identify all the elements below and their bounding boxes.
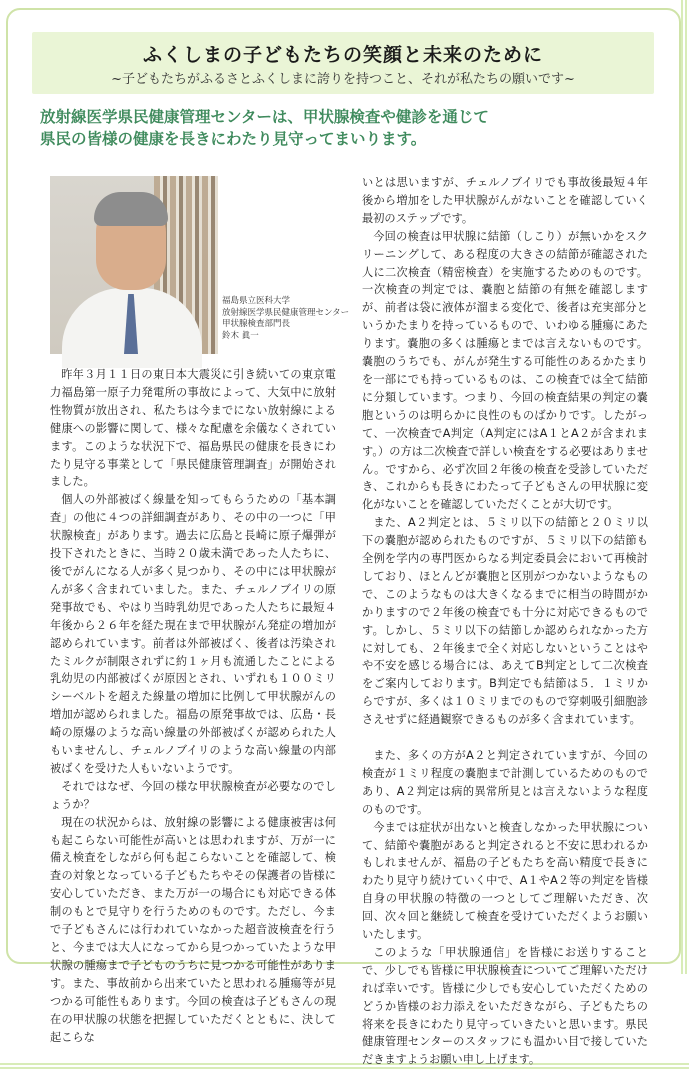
lead-line-2: 県民の皆様の健康を長きにわたり見守ってまいります。 (40, 130, 427, 148)
caption-name: 鈴木 眞一 (222, 330, 259, 341)
paragraph: 個人の外部被ばく線量を知ってもらうための「基本調査」の他に４つの詳細調査があり、その中の一つに「甲状腺検査」があります。過去に広島と長崎に原子爆弾が投下されたときに、当時２０歳未満であった人たちに、後でがんになる人が多く見つかり、その中には甲状腺がんが多く含まれていました。また、チェルノブイリの原発事故でも、やはり当時乳幼児であった人たちに最短４年後から２６年を経た現在まで甲状腺がん発症の増加が認められています。前者は外部被ばく、後者は汚染されたミルクが制限されずに約１ヶ月も流通したことによる乳幼児の内部被ばくが原因とされ、いずれも１００ミリシーベルトを超えた線量の増加に比例して甲状腺がんの増加が認められました。福島の原発事故では、広島・長崎の原爆のような高い線量の外部被ばくが認められた人もいませんし、チェルノブイリのような高い線量の内部被ばくを受けた人もいないようです。 (50, 493, 336, 775)
paragraph: このような「甲状腺通信」を皆様にお送りすることで、少しでも皆様に甲状腺検査についてご理解いただければ幸いです。皆様に少しでも安心していただくためのどうか皆様のお力添えをいただきながら、子どもたちの将来を長きにわたり見守っていきたいと思います。県民健康管理センターのスタッフにも温かい目で接していただきますようお願い申し上げます。 (362, 945, 648, 1067)
hair (94, 192, 168, 226)
paragraph: 今回の検査は甲状腺に結節（しこり）が無いかをスクリーニングして、ある程度の大きさの結節が確認された人に二次検査（精密検査）を実施するためのものです。一次検査の判定では、嚢胞と結節の有無を確認しますが、前者は袋に液体が溜まる変化で、後者は充実部分というかたまりを持っているもので、いわゆる腫瘍にあたります。嚢胞の多くは腫瘍とまでは言えないものです。嚢胞のうちでも、がんが発生する可能性のあるかたまりを一部にでも持っているものは、この検査では全て結節に分類しています。つまり、今回の検査結果の判定の嚢胞というのは明らかに良性のものばかりです。したがって、一次検査でA判定（A判定にはA１とA２が含まれます。）の方は二次検査で詳しい検査をする必要はありません。ですから、必ず次回２年後の検査を受診していただき、これからも長きにわたって子どもさんの甲状腺に変化がないことを確認していただくことが大切です。 (362, 229, 648, 512)
paragraph: 現在の状況からは、放射線の影響による健康被害は何も起こらない可能性が高いとは思われますが、万が一に備え検査をしながら何も起こらないことを確認して、検査の対象となっている子どもたちやその保護者の皆様に安心していただき、また万が一の場合にも対応できる体制のもとで見守りを行うためのものです。ただし、今まで子どもさんには行われていなかった超音波検査を行うと、今までは大人になってから見つかっていたような甲状腺の腫瘍まで子どものうちに見つかる可能性があります。また、事故前から出来ていたと思われる腫瘍等が見つかる可能性もあります。今回の検査は子どもさんの現在の甲状腺の状態を把握していただくとともに、決して起こらな (50, 815, 336, 1044)
page-title: ふくしまの子どもたちの笑顔と未来のために (142, 44, 543, 66)
portrait-photo (50, 176, 218, 354)
paragraph: 昨年３月１１日の東日本大震災に引き続いての東京電力福島第一原子力発電所の事故によって、大気中に放射性物質が放出され、私たちは今までにない放射線による健康への影響に関して、様々な配慮を余儀なくされています。このような状況下で、福島県民の健康を長きにわたり見守る事業として「県民健康管理調査」が開始されました。 (50, 368, 336, 489)
paragraph: また、A２判定とは、５ミリ以下の結節と２０ミリ以下の嚢胞が認められたものですが、５ミリ以下の結節も全例を学内の専門医からなる判定委員会において再検討しており、ほとんどが嚢胞と区別がつかないようなもので、このようなものは大きくなるまでに相当の時間がかかりますので２年後の検査でも十分に対応できるものです。しかし、５ミリ以下の結節しか認められなかった方に対しても、２年後まで全く対応しないということはやや不安を感じる場合には、あえてB判定として二次検査をご案内しております。B判定でも結節は５．１ミリからですが、多くは１０ミリまでのもので穿刺吸引細胞診さえせずに経過観察できるものが多く含まれています。 (362, 516, 648, 727)
body-column-right (362, 174, 648, 1067)
photo-caption (222, 296, 362, 342)
caption-center: 放射線医学県民健康管理センター (222, 307, 350, 318)
lead-text (40, 106, 640, 150)
caption-role: 甲状腺検査部門長 (222, 319, 291, 329)
decorative-stripe-right (681, 0, 689, 974)
page-subtitle: ~子どもたちがふるさとふくしまに誇りを持つこと、それが私たちの願いです~ (111, 72, 575, 87)
paragraph: それではなぜ、今回の様な甲状腺検査が必要なのでしょうか？ (50, 779, 336, 811)
paragraph: 今までは症状が出ないと検査しなかった甲状腺について、結節や嚢胞があると判定されると不安に思われるかもしれませんが、福島の子どもたちを高い精度で長きにわたり見守り続けていく中で、A１やA２等の判定を皆様自身の甲状腺の特徴の一つとしてご理解いただき、次回、次々回と継続して検査を受けていただくようお願いいたします。 (362, 820, 648, 942)
caption-affiliation: 福島県立医科大学 (222, 296, 291, 306)
paragraph: いとは思いますが、チェルノブイリでも事故後最短４年後から増加をした甲状腺がんがないことを確認していく最初のステップです。 (362, 176, 648, 225)
body-column-left (50, 366, 336, 1044)
paragraph: また、多くの方がA２と判定されていますが、今回の検査が１ミリ程度の嚢胞まで計測しているためのものであり、A２判定は病的異常所見とは言えないような程度のものです。 (362, 748, 648, 816)
lead-line-1: 放射線医学県民健康管理センターは、甲状腺検査や健診を通じて (40, 108, 489, 126)
